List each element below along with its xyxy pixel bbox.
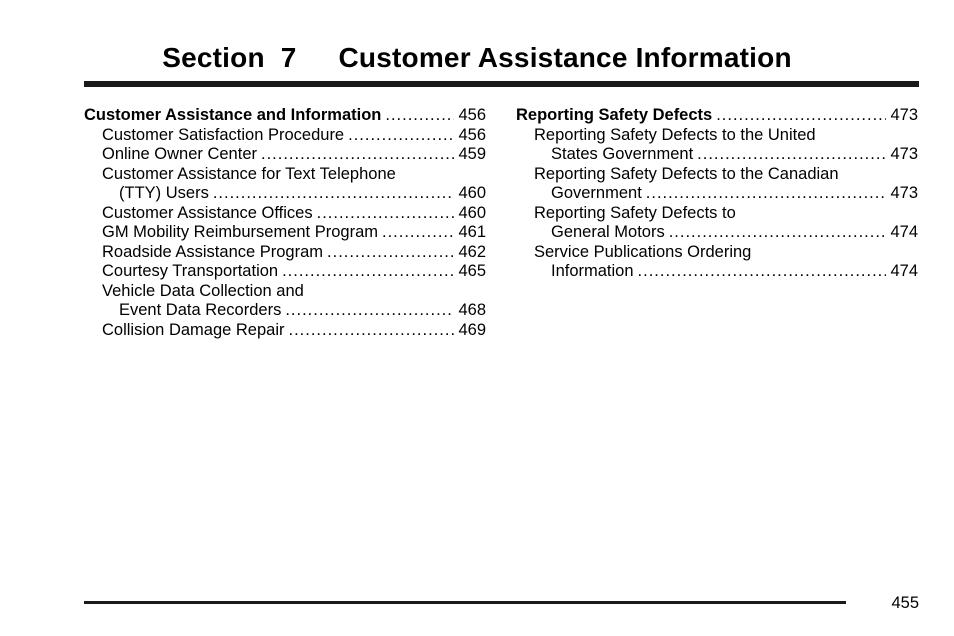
toc-entry-title-line1[interactable]: Reporting Safety Defects to the Canadian	[534, 164, 839, 183]
toc-entry-title: Information	[551, 262, 634, 280]
toc-entry[interactable]	[516, 145, 918, 165]
toc-entry-title: Online Owner Center	[102, 145, 257, 163]
toc-entry-page: 473	[890, 106, 918, 124]
toc-entry-page: 456	[458, 125, 486, 144]
toc-entry[interactable]	[84, 243, 486, 263]
toc-entry-title-line1[interactable]: Service Publications Ordering	[534, 242, 752, 261]
toc-entry[interactable]	[84, 301, 486, 321]
toc-entry-title-line1[interactable]: Vehicle Data Collection and	[102, 281, 304, 300]
toc-entry[interactable]	[516, 106, 918, 126]
toc-entry-title: Event Data Recorders	[119, 301, 282, 319]
toc-entry-title: Collision Damage Repair	[102, 320, 285, 339]
toc-entry-page: 456	[458, 106, 486, 124]
toc-entry-title: Courtesy Transportation	[102, 262, 279, 280]
toc-entry-title-line1[interactable]: Reporting Safety Defects to	[534, 203, 736, 222]
footer-rule	[84, 601, 846, 604]
toc-entry-title-line1[interactable]: Customer Assistance for Text Telephone	[102, 164, 396, 183]
toc-entry[interactable]	[84, 204, 486, 224]
toc-entry-title: Reporting Safety Defects	[516, 106, 713, 124]
toc-entry-title: General Motors	[551, 223, 665, 241]
toc-entry-page: 474	[890, 223, 918, 241]
toc-entry-title: (TTY) Users	[119, 184, 209, 202]
toc-entry-title: Customer Assistance Offices	[102, 203, 313, 222]
toc-entry-page: 468	[458, 301, 486, 319]
toc-right-column	[516, 106, 918, 282]
toc-entry[interactable]	[84, 184, 486, 204]
header-rule	[84, 81, 919, 87]
toc-entry[interactable]	[84, 223, 486, 243]
toc-entry-page: 461	[458, 223, 486, 241]
toc-entry-page: 465	[458, 262, 486, 280]
toc-entry[interactable]	[516, 262, 918, 282]
toc-entry-title: GM Mobility Reimbursement Program	[102, 223, 378, 241]
toc-entry-title: Roadside Assistance Program	[102, 242, 324, 261]
toc-entry-page: 459	[458, 145, 486, 163]
toc-entry-page: 474	[890, 262, 918, 280]
toc-entry[interactable]	[84, 262, 486, 282]
toc-entry-page: 462	[458, 242, 486, 261]
toc-entry-title: Customer Satisfaction Procedure	[102, 125, 345, 144]
toc-left-column	[84, 106, 486, 340]
toc-entry-page: 469	[458, 320, 486, 339]
section-number: Section 7	[162, 42, 297, 73]
page-number: 455	[891, 594, 919, 612]
toc-entry-page: 473	[890, 184, 918, 202]
section-title	[0, 42, 954, 74]
toc-entry-page: 460	[458, 184, 486, 202]
toc-entry[interactable]	[516, 223, 918, 243]
toc-entry-title: Government	[551, 184, 642, 202]
toc-entry[interactable]	[84, 106, 486, 126]
toc-entry-title-line1[interactable]: Reporting Safety Defects to the United	[534, 125, 816, 144]
toc-entry-title: Customer Assistance and Information	[84, 106, 382, 124]
toc-entry-page: 460	[458, 203, 486, 222]
toc-entry[interactable]	[84, 145, 486, 165]
toc-entry[interactable]	[516, 184, 918, 204]
toc-entry[interactable]	[84, 321, 486, 341]
section-name: Customer Assistance Information	[338, 42, 792, 73]
toc-entry-page: 473	[890, 145, 918, 163]
toc-entry[interactable]	[84, 126, 486, 146]
toc-entry-title: States Government	[551, 145, 694, 163]
